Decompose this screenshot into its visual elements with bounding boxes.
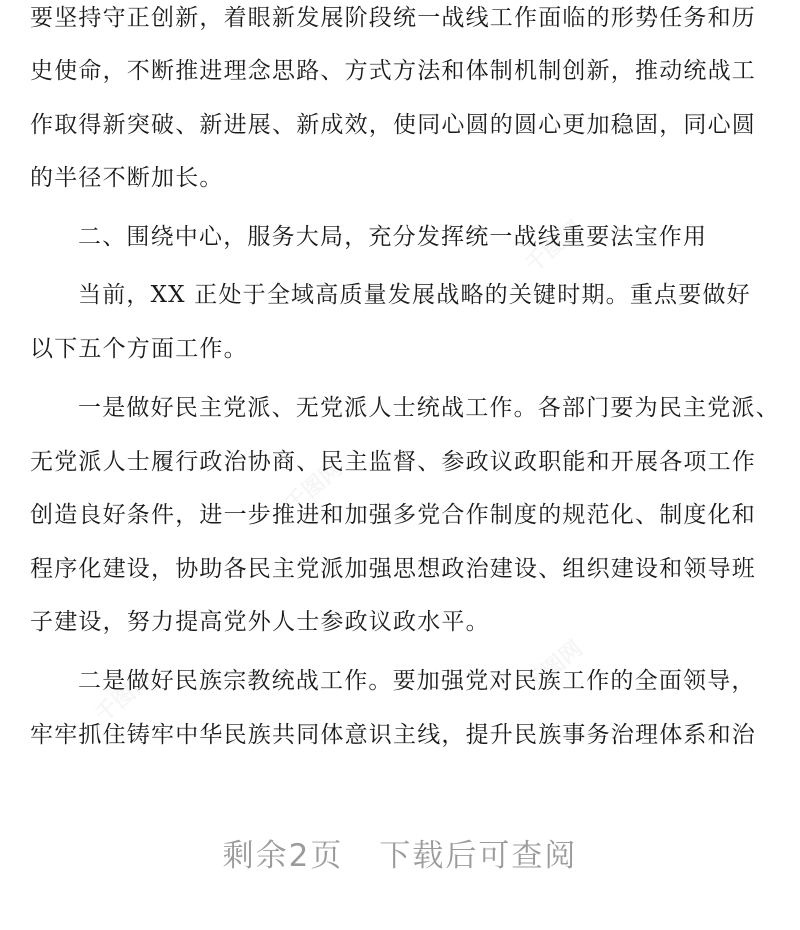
paragraph-line: 作取得新突破、新进展、新成效，使同心圆的圆心更加稳固，同心圆 xyxy=(30,112,756,138)
download-to-view-label: 下载后可查阅 xyxy=(379,838,578,874)
paragraph-line: 子建设，努力提高党外人士参政议政水平。 xyxy=(30,609,490,635)
paragraph-line: 无党派人士履行政治协商、民主监督、参政议政职能和开展各项工作 xyxy=(30,449,756,475)
remaining-pages-label: 剩余2页 xyxy=(222,838,344,874)
paragraph-line: 程序化建设，协助各民主党派加强思想政治建设、组织建设和领导班 xyxy=(30,556,756,582)
paragraph-line: 要坚持守正创新，着眼新发展阶段统一战线工作面临的形势任务和历 xyxy=(30,5,756,31)
paragraph-line: 当前，XX 正处于全域高质量发展战略的关键时期。重点要做好 xyxy=(78,282,751,308)
paragraph-line: 一是做好民主党派、无党派人士统战工作。各部门要为民主党派、 xyxy=(78,395,780,421)
download-prompt[interactable] xyxy=(0,830,800,875)
paragraph-line: 史使命，不断推进理念思路、方式方法和体制机制创新，推动统战工 xyxy=(30,58,756,84)
paragraph-line: 的半径不断加长。 xyxy=(30,165,224,191)
paragraph-line: 牢牢抓住铸牢中华民族共同体意识主线，提升民族事务治理体系和治 xyxy=(30,722,756,748)
paragraph-line: 二是做好民族宗教统战工作。要加强党对民族工作的全面领导， xyxy=(78,668,756,694)
paragraph-line: 以下五个方面工作。 xyxy=(30,336,248,362)
section-heading: 二、围绕中心，服务大局，充分发挥统一战线重要法宝作用 xyxy=(78,224,708,250)
paragraph-line: 创造良好条件，进一步推进和加强多党合作制度的规范化、制度化和 xyxy=(30,502,756,528)
